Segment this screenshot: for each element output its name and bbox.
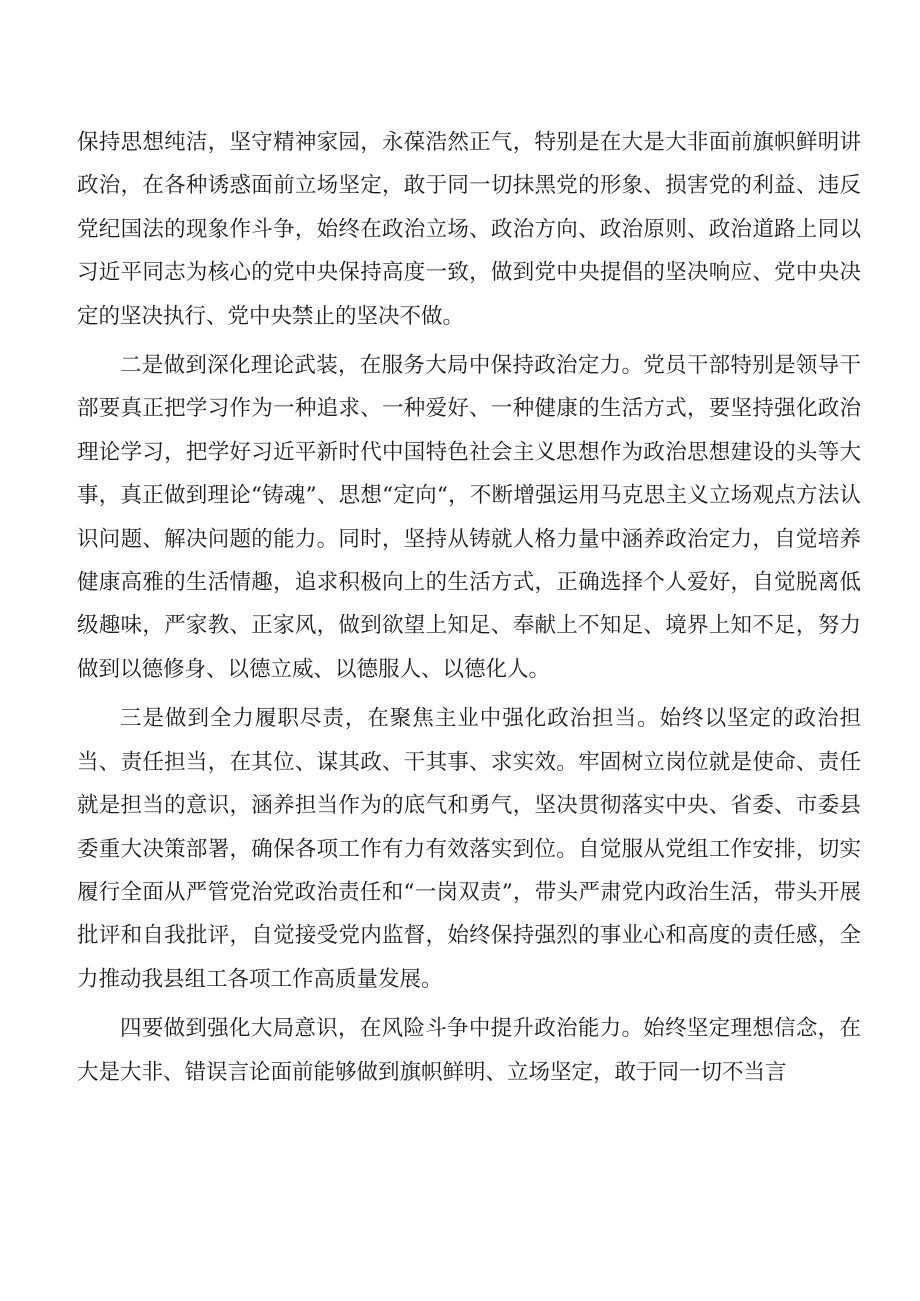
paragraph-duty-fulfillment: 三是做到全力履职尽责，在聚焦主业中强化政治担当。始终以坚定的政治担当、责任担当，在其位、谋其政、干其事、求实效。牢固树立岗位就是使命、责任就是担当的意识，涵养担当作为的底气和勇气，坚决贯彻落实中央、省委、市委县委重大决策部署，确保各项工作有力有效落实到位。自觉服从党组工作安排，切实履行全面从严管党治党政治责任和“一岗双责”，带头严肃党内政治生活，带头开展批评和自我批评，自觉接受党内监督，始终保持强烈的事业心和高度的责任感，全力推动我县组工各项工作高质量发展。 (77, 706, 861, 992)
document-body (77, 121, 861, 1100)
paragraph-overall-awareness: 四要做到强化大局意识，在风险斗争中提升政治能力。始终坚定理想信念，在大是大非、错误言论面前能够做到旗帜鲜明、立场坚定，敢于同一切不当言 (77, 1016, 861, 1085)
paragraph-theory-arming: 二是做到深化理论武装，在服务大局中保持政治定力。党员干部特别是领导干部要真正把学习作为一种追求、一种爱好、一种健康的生活方式，要坚持强化政治理论学习，把学好习近平新时代中国特色社会主义思想作为政治思想建设的头等大事，真正做到理论“铸魂”、思想“定向“，不断增强运用马克思主义立场观点方法认识问题、解决问题的能力。同时，坚持从铸就人格力量中涵养政治定力，自觉培养健康高雅的生活情趣，追求积极向上的生活方式，正确选择个人爱好，自觉脱离低级趣味，严家教、正家风，做到欲望上知足、奉献上不知足、境界上知不足，努力做到以德修身、以德立威、以德服人、以德化人。 (77, 353, 861, 682)
paragraph-continuation: 保持思想纯洁，坚守精神家园，永葆浩然正气，特别是在大是大非面前旗帜鲜明讲政治，在各种诱惑面前立场坚定，敢于同一切抹黑党的形象、损害党的利益、违反党纪国法的现象作斗争，始终在政治立场、政治方向、政治原则、政治道路上同以习近平同志为核心的党中央保持高度一致，做到党中央提倡的坚决响应、党中央决定的坚决执行、党中央禁止的坚决不做。 (77, 130, 861, 329)
